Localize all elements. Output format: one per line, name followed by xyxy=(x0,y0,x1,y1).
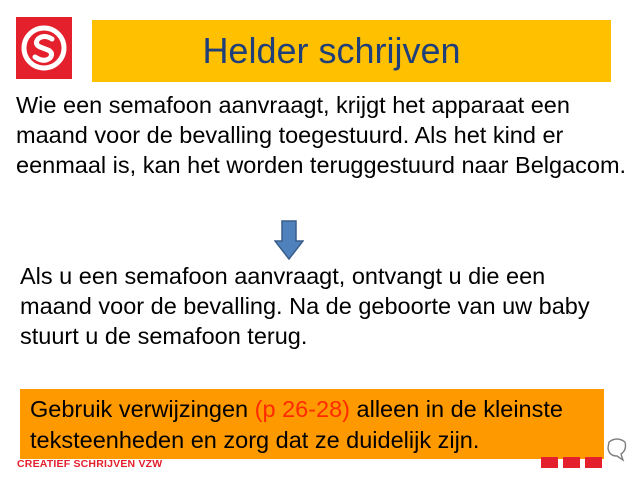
paragraph-before: Wie een semafoon aanvraagt, krijgt het apparaat een maand voor de bevalling toegestuurd. Als het kind er eenmaal is, kan het worden teruggestuurd naar Belgacom. xyxy=(16,92,627,178)
callout-text-before: Gebruik verwijzingen xyxy=(30,396,249,422)
footer-square xyxy=(563,457,580,468)
footer-decoration xyxy=(541,457,602,468)
footer-square xyxy=(585,457,602,468)
paragraph-after: Als u een semafoon aanvraagt, ontvangt u die een maand voor de bevalling. Na de geboorte van uw baby stuurt u de semafoon terug. xyxy=(20,263,590,349)
arrow-down-icon xyxy=(274,220,304,265)
footer-square xyxy=(541,457,558,468)
page-reference: (p 26-28) xyxy=(254,396,351,422)
partner-mark-icon xyxy=(605,432,629,467)
callout-box xyxy=(20,389,604,459)
page-title: Helder schrijven xyxy=(202,30,461,71)
title-bar xyxy=(92,20,611,82)
footer-organization: CREATIEF SCHRIJVEN VZW xyxy=(17,458,163,470)
callout-text-after: alleen in de kleinste teksteenheden en zorg dat ze duidelijk zijn. xyxy=(30,396,563,453)
cs-logo-icon xyxy=(16,17,72,79)
